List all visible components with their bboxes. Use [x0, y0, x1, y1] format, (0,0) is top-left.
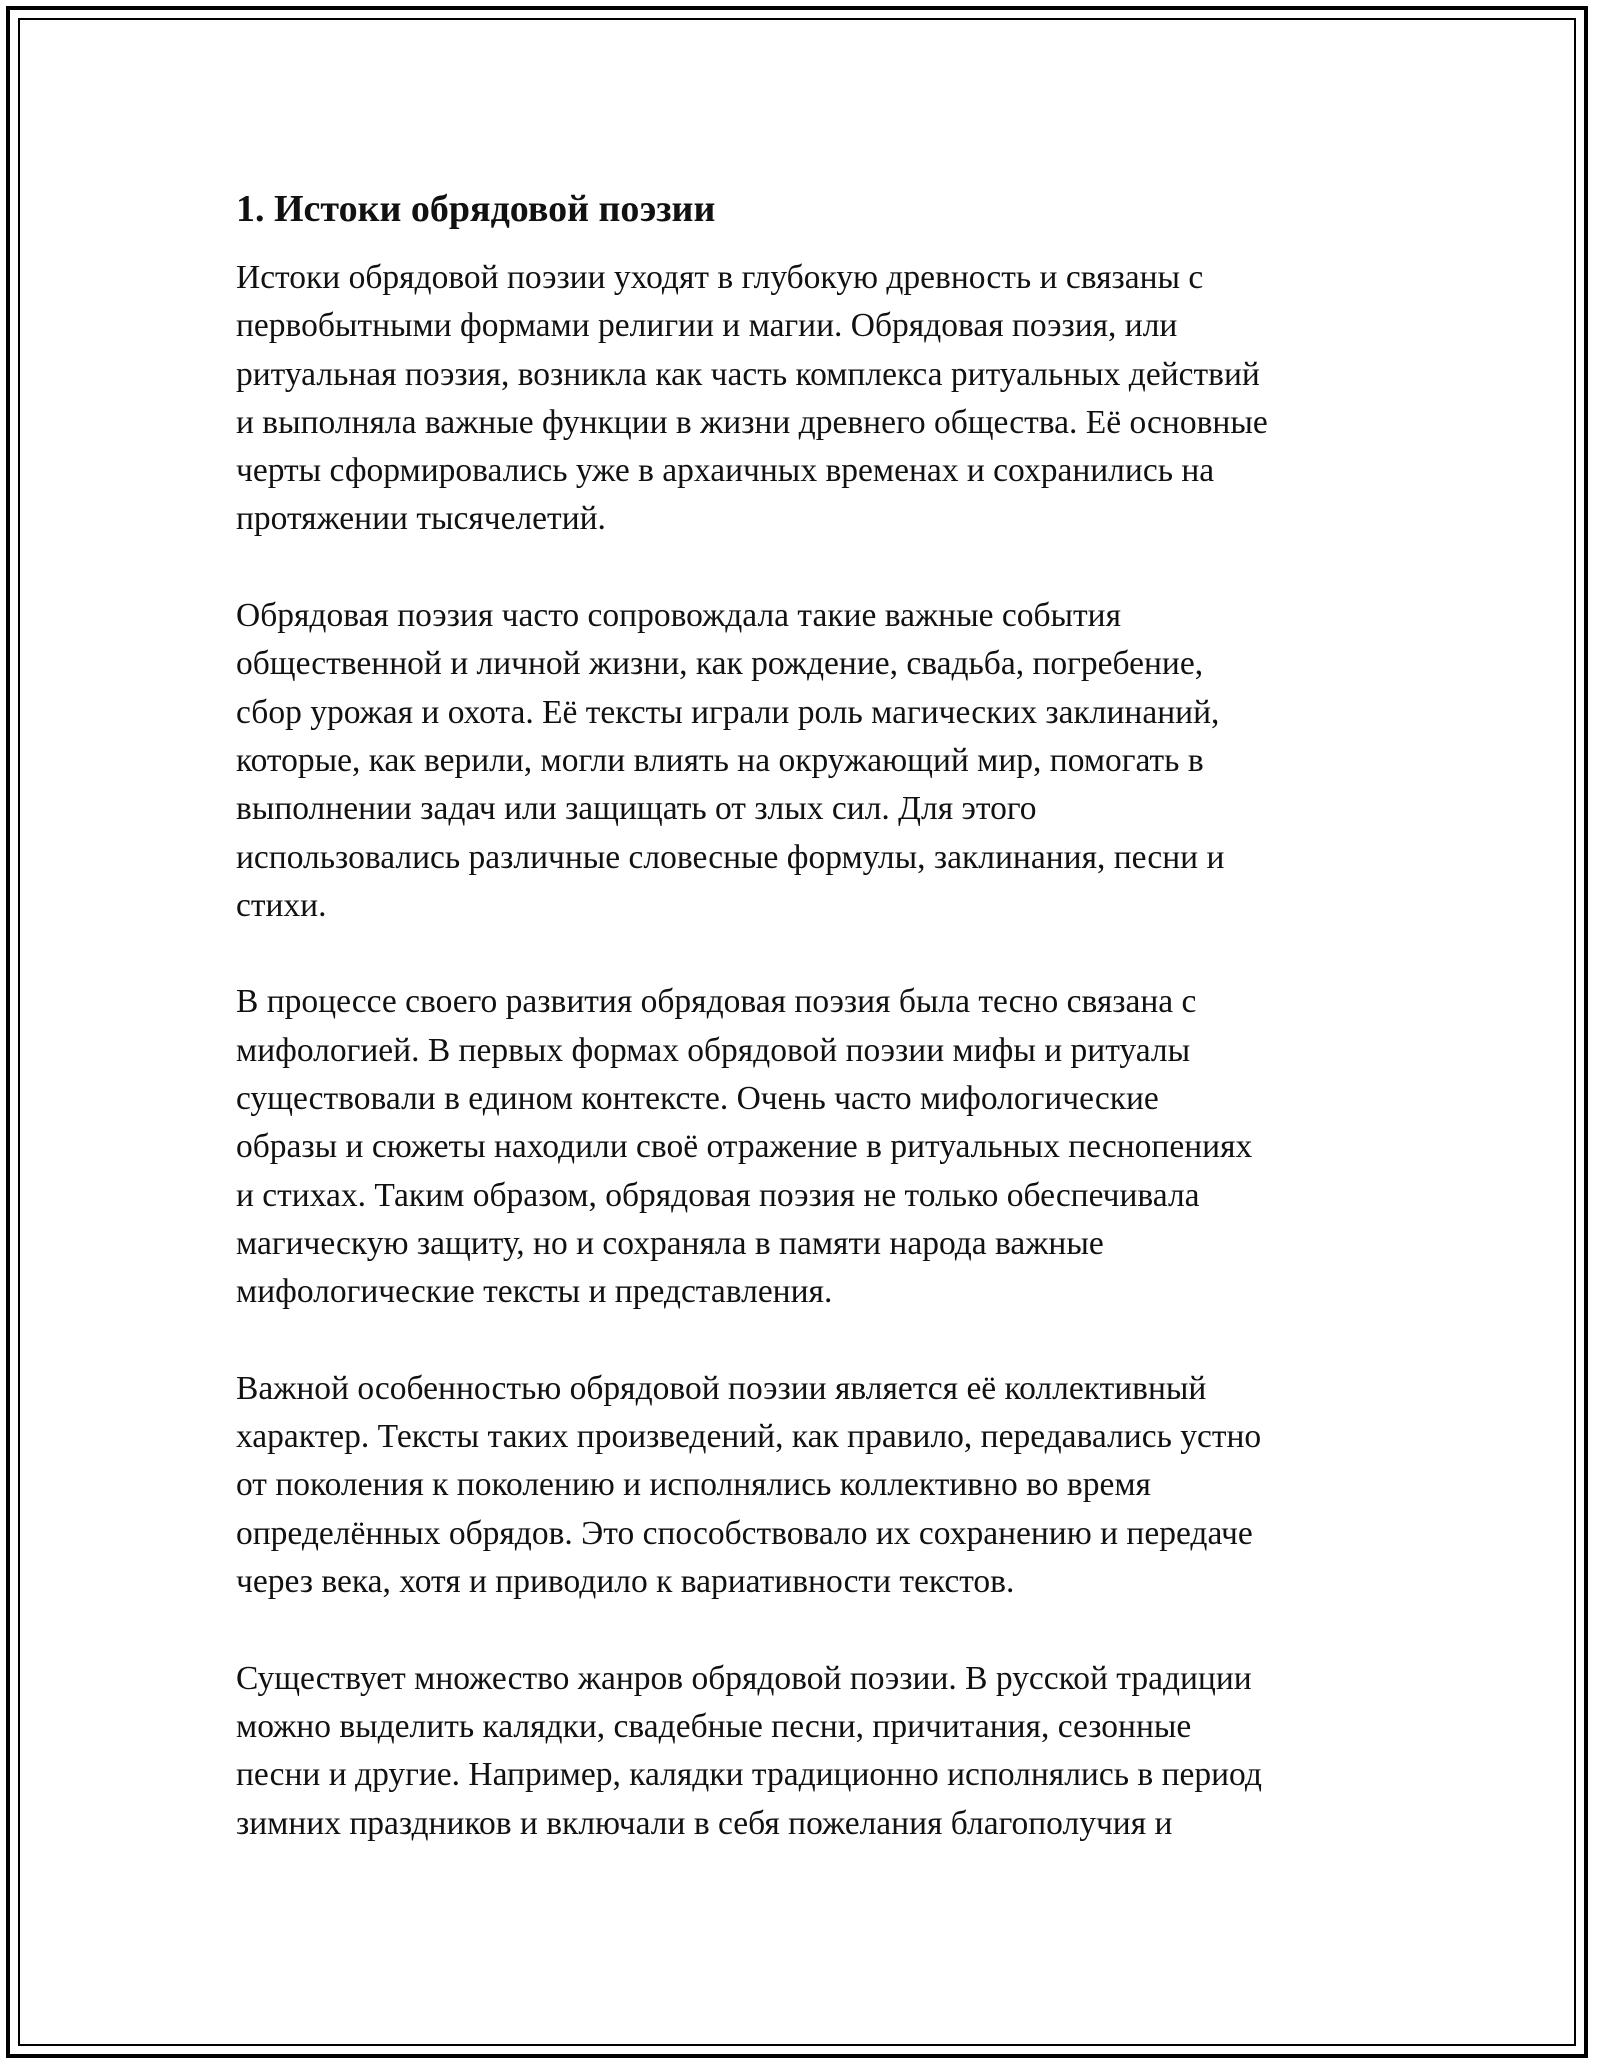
- paragraph-2: [236, 592, 1376, 930]
- paragraph-line: Важной особенностью обрядовой поэзии является её коллективный: [236, 1369, 1207, 1407]
- paragraph-line: и стихах. Таким образом, обрядовая поэзия не только обеспечивала: [236, 1176, 1200, 1214]
- paragraph-line: В процессе своего развития обрядовая поэзия была тесно связана с: [236, 983, 1197, 1021]
- paragraph-line: стихи.: [236, 886, 327, 924]
- paragraph-line: мифологические тексты и представления.: [236, 1273, 833, 1311]
- paragraph-line: Истоки обрядовой поэзии уходят в глубокую древность и связаны с: [236, 259, 1204, 296]
- paragraph-line: ритуальная поэзия, возникла как часть комплекса ритуальных действий: [236, 355, 1260, 393]
- paragraph-line: первобытными формами религии и магии. Обрядовая поэзия, или: [236, 307, 1178, 345]
- paragraph-line: которые, как верили, могли влиять на окружающий мир, помогать в: [236, 741, 1204, 779]
- paragraph-line: использовались различные словесные формулы, заклинания, песни и: [236, 838, 1225, 876]
- paragraph-line: образы и сюжеты находили своё отражение в ритуальных песнопениях: [236, 1128, 1253, 1166]
- paragraph-line: через века, хотя и приводило к вариативности текстов.: [236, 1563, 1015, 1601]
- paragraph-line: песни и другие. Например, калядки традиционно исполнялись в период: [236, 1756, 1262, 1794]
- paragraph-line: определённых обрядов. Это способствовало их сохранению и передаче: [236, 1514, 1253, 1552]
- paragraph-line: мифологией. В первых формах обрядовой поэзии мифы и ритуалы: [236, 1031, 1191, 1069]
- paragraph-line: и выполняла важные функции в жизни древнего общества. Её основные: [236, 403, 1268, 441]
- paragraph-line: существовали в едином контексте. Очень часто мифологические: [236, 1080, 1159, 1118]
- paragraph-line: характер. Тексты таких произведений, как правило, передавались устно: [236, 1418, 1262, 1456]
- paragraph-line: черты сформировались уже в архаичных временах и сохранились на: [236, 452, 1215, 490]
- paragraph-5: [236, 1655, 1376, 1848]
- paragraph-line: Обрядовая поэзия часто сопровождала такие важные события: [236, 597, 1121, 635]
- paragraph-line: Существует множество жанров обрядовой поэзии. В русской традиции: [236, 1659, 1252, 1697]
- paragraph-line: общественной и личной жизни, как рождение, свадьба, погребение,: [236, 645, 1204, 683]
- paragraph-line: от поколения к поколению и исполнялись коллективно во время: [236, 1466, 1151, 1504]
- paragraph-line: протяжении тысячелетий.: [236, 500, 606, 538]
- paragraph-1: [236, 254, 1376, 544]
- paragraph-line: можно выделить калядки, свадебные песни, причитания, сезонные: [236, 1707, 1192, 1745]
- paragraph-line: магическую защиту, но и сохраняла в памяти народа важные: [236, 1224, 1104, 1262]
- paragraph-line: выполнении задач или защищать от злых сил. Для этого: [236, 790, 1037, 828]
- paragraph-3: [236, 978, 1376, 1316]
- paragraph-4: [236, 1365, 1376, 1606]
- paragraph-line: зимних праздников и включали в себя пожелания благополучия и: [236, 1804, 1173, 1842]
- section-heading: 1. Истоки обрядовой поэзии: [236, 188, 716, 230]
- document-body: [236, 185, 1376, 1896]
- paragraph-line: сбор урожая и охота. Её тексты играли роль магических заклинаний,: [236, 693, 1220, 731]
